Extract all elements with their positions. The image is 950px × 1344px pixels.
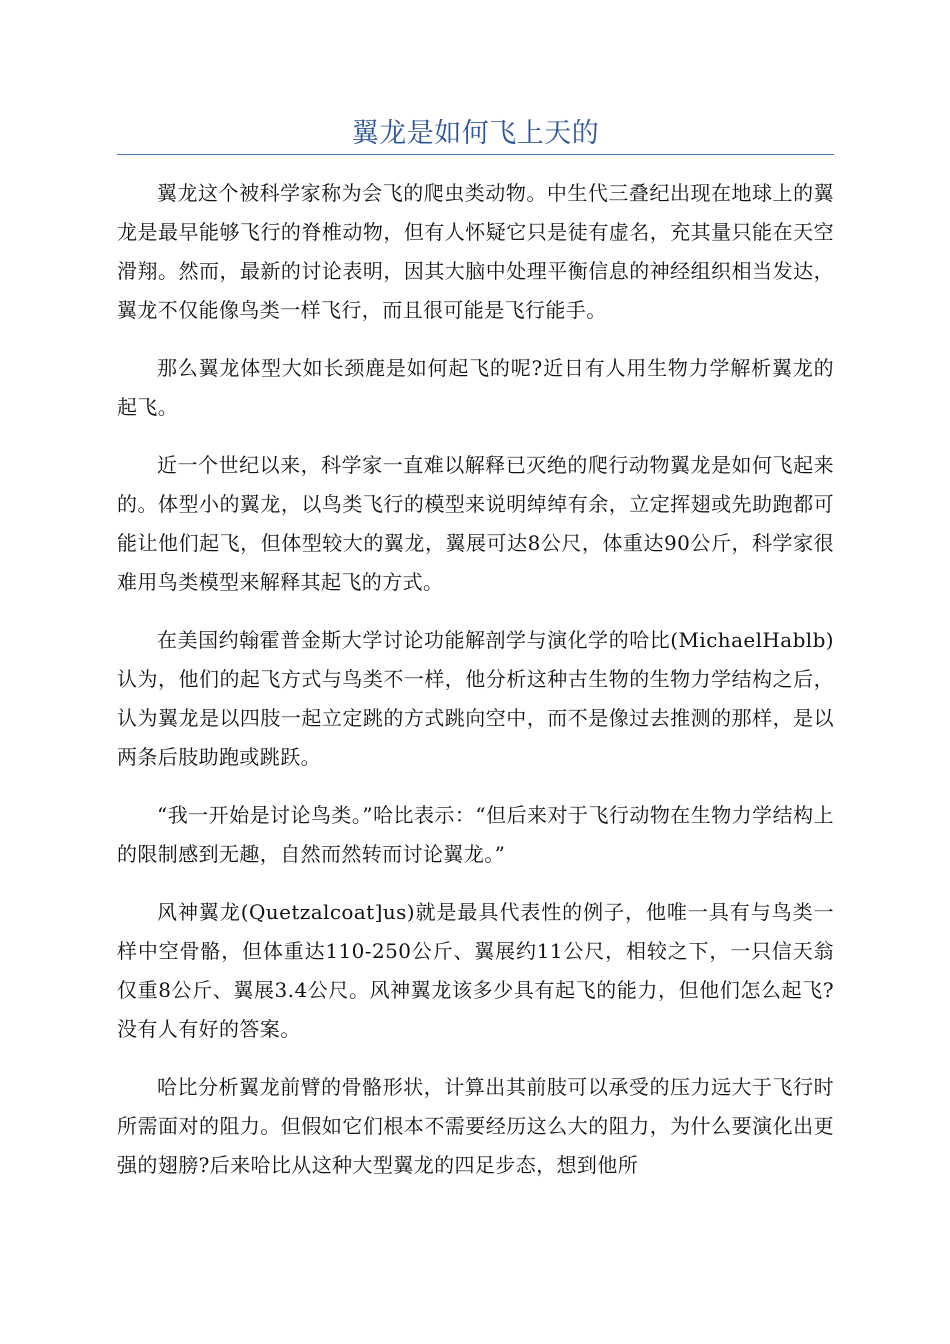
paragraph-3: 近一个世纪以来，科学家一直难以解释已灭绝的爬行动物翼龙是如何飞起来的。体型小的翼龙，以鸟类飞行的模型来说明绰绰有余，立定挥翅或先助跑都可能让他们起飞，但体型较大的翼龙，翼展可达8公尺，体重达90公斤，科学家很难用鸟类模型来解释其起飞的方式。: [117, 453, 834, 594]
paragraph-6: 风神翼龙(Quetzalcoat]us)就是最具代表性的例子，他唯一具有与鸟类一样中空骨骼，但体重达110-250公斤、翼展约11公尺，相较之下，一只信天翁仅重8公斤、翼展3.4公尺。风神翼龙该多少具有起飞的能力，但他们怎么起飞?没有人有好的答案。: [117, 900, 834, 1041]
paragraph-7: 哈比分析翼龙前臂的骨骼形状，计算出其前肢可以承受的压力远大于飞行时所需面对的阻力。但假如它们根本不需要经历这么大的阻力，为什么要演化出更强的翅膀?后来哈比从这种大型翼龙的四足步态，想到他所: [117, 1075, 834, 1177]
title-underline: [117, 154, 834, 155]
document-title: 翼龙是如何飞上天的: [351, 118, 600, 149]
document-body: [117, 174, 834, 1204]
paragraph-4: 在美国约翰霍普金斯大学讨论功能解剖学与演化学的哈比(MichaelHablb)认为，他们的起飞方式与鸟类不一样，他分析这种古生物的生物力学结构之后，认为翼龙是以四肢一起立定跳的方式跳向空中，而不是像过去推测的那样，是以两条后肢助跑或跳跃。: [117, 628, 834, 769]
paragraph-5: “我一开始是讨论鸟类。”哈比表示：“但后来对于飞行动物在生物力学结构上的限制感到无趣，自然而然转而讨论翼龙。”: [117, 803, 834, 866]
paragraph-2: 那么翼龙体型大如长颈鹿是如何起飞的呢?近日有人用生物力学解析翼龙的起飞。: [117, 356, 834, 419]
paragraph-1: 翼龙这个被科学家称为会飞的爬虫类动物。中生代三叠纪出现在地球上的翼龙是最早能够飞行的脊椎动物，但有人怀疑它只是徒有虚名，充其量只能在天空滑翔。然而，最新的讨论表明，因其大脑中处理平衡信息的神经组织相当发达，翼龙不仅能像鸟类一样飞行，而且很可能是飞行能手。: [117, 181, 834, 322]
